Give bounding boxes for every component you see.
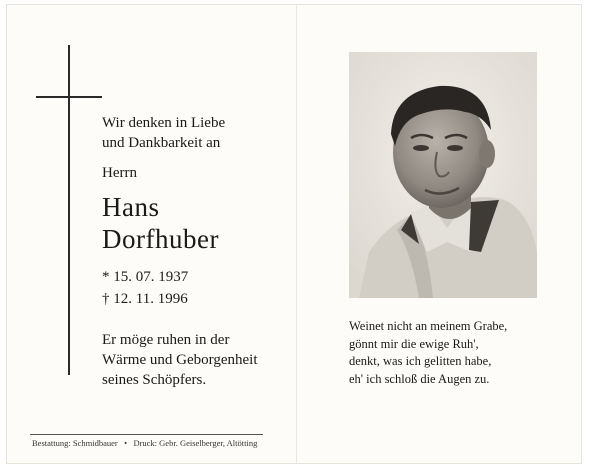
birth-date: * 15. 07. 1937 (102, 269, 189, 285)
intro-line: und Dankbarkeit an (102, 135, 221, 151)
portrait-photo (349, 52, 537, 298)
footer-text (32, 438, 257, 448)
card-fold (296, 4, 297, 464)
life-dates (102, 266, 188, 310)
funeral-home: Bestattung: Schmidbauer (32, 438, 118, 448)
death-date: † 12. 11. 1996 (102, 291, 188, 307)
intro-text (102, 113, 225, 153)
poem-line: denkt, was ich gelitten habe, (349, 354, 492, 368)
blessing-line: Er möge ruhen in der (102, 332, 230, 348)
poem-line: Weinet nicht an meinem Grabe, (349, 319, 508, 333)
last-name: Dorfhuber (102, 224, 219, 254)
footer-separator: • (124, 438, 128, 448)
footer-rule (30, 434, 263, 435)
blessing-line: Wärme und Geborgenheit (102, 352, 258, 368)
poem-text (349, 318, 507, 388)
cross-icon (68, 45, 70, 375)
printer: Druck: Gebr. Geiselberger, Altötting (133, 438, 258, 448)
portrait-image (349, 52, 537, 298)
poem-line: eh' ich schloß die Augen zu. (349, 371, 490, 386)
blessing-line: seines Schöpfers. (102, 372, 207, 388)
intro-line: Wir denken in Liebe (102, 115, 226, 131)
salutation: Herrn (102, 165, 137, 181)
blessing-text (102, 330, 258, 390)
first-name: Hans (102, 192, 160, 222)
cross-icon-bar (36, 96, 102, 98)
poem-line: gönnt mir die ewige Ruh', (349, 336, 479, 351)
